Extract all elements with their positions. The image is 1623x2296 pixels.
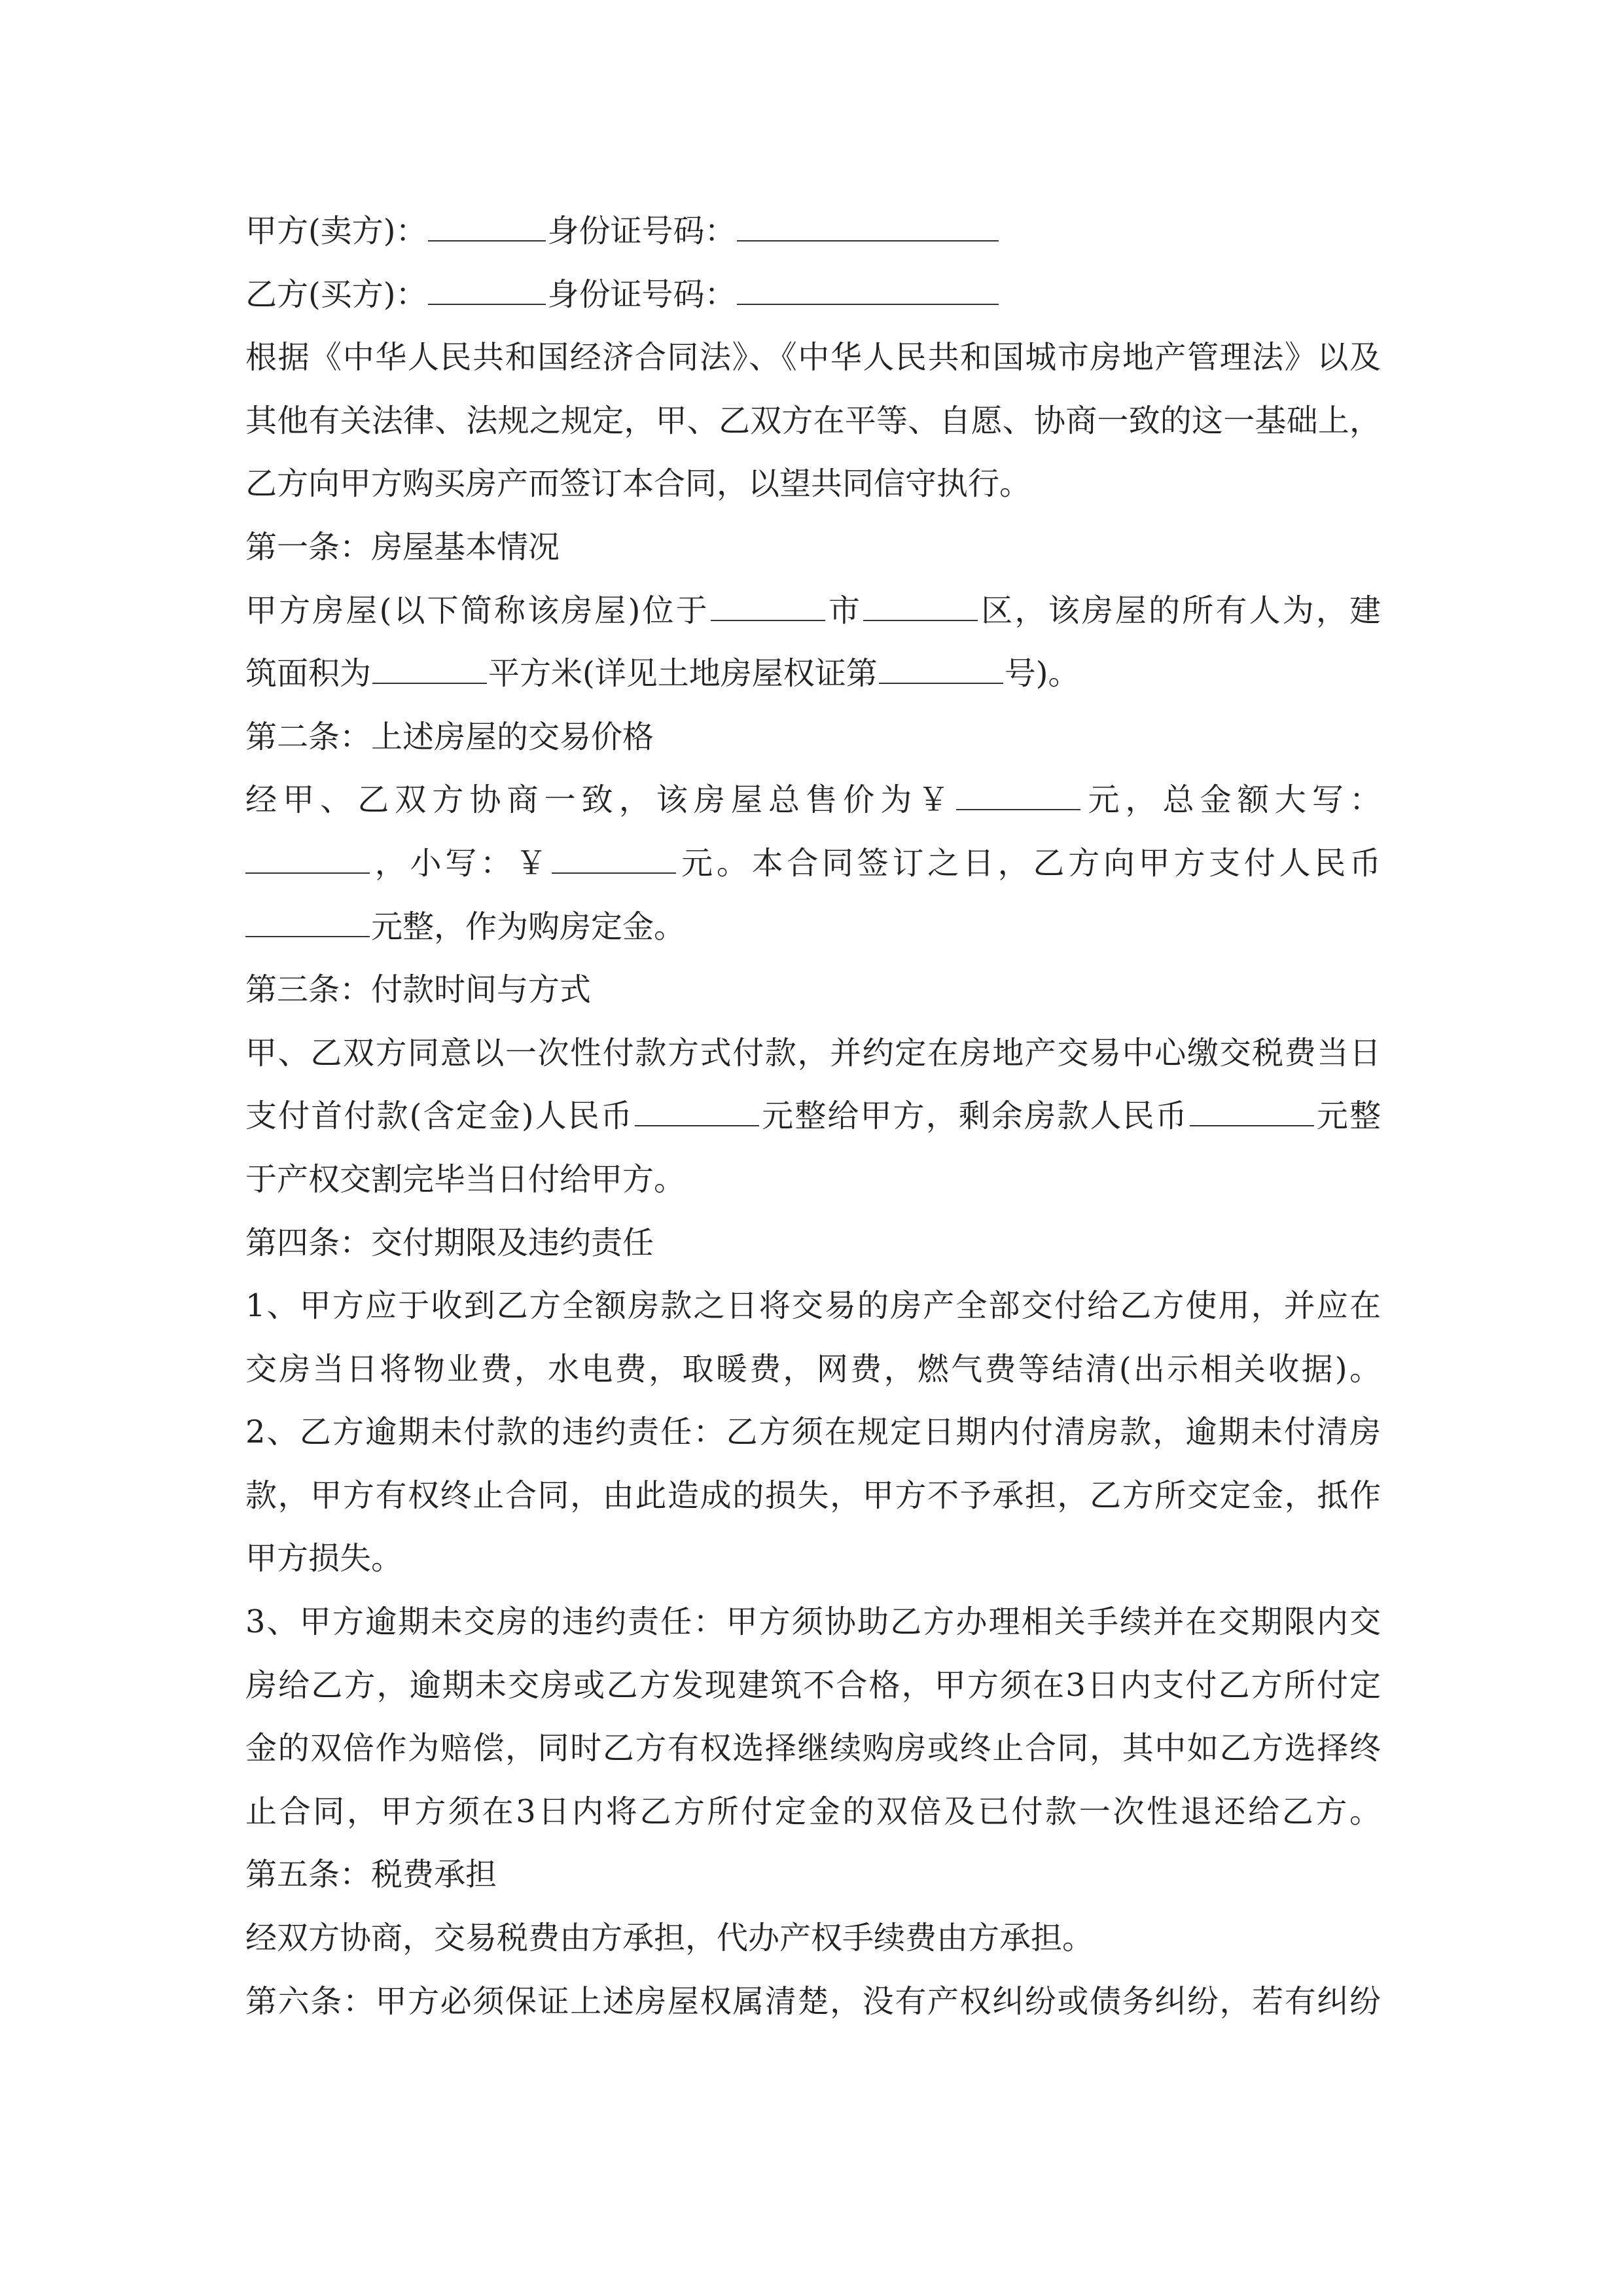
down-payment-label: 支付首付款(含定金)人民币 (245, 1098, 634, 1135)
article-4-heading: 第四条：交付期限及违约责任 (245, 1224, 654, 1261)
deposit-intro: 元。本合同签订之日，乙方向甲方支付人民币 (677, 844, 1381, 882)
article-4-clause-1-line-2: 交房当日将物业费，水电费，取暖费，网费，燃气费等结清(出示相关收据)。 (245, 1350, 1381, 1388)
article-4-clause-3-line-3: 金的双倍作为赔偿，同时乙方有权选择继续购房或终止合同，其中如乙方选择终 (245, 1730, 1381, 1767)
certificate-number-blank (879, 654, 1003, 684)
district-blank (863, 591, 978, 621)
seller-line (245, 200, 1381, 263)
location-label: 甲方房屋(以下简称该房屋)位于 (245, 592, 709, 629)
preamble-line-1: 根据《中华人民共和国经济合同法》、《中华人民共和国城市房地产管理法》以及 (245, 339, 1381, 376)
article-1-heading: 第一条：房屋基本情况 (245, 528, 560, 565)
buyer-name-blank (428, 275, 546, 305)
article-5-line-1: 经双方协商，交易税费由方承担，代办产权手续费由方承担。 (245, 1920, 1094, 1957)
article-1-line-2 (245, 642, 1381, 706)
amount-words-label: 元，总金额大写： (1082, 781, 1381, 819)
article-4-clause-1-line-1: 1、甲方应于收到乙方全额房款之日将交易的房产全部交付给乙方使用，并应在 (245, 1287, 1381, 1325)
certificate-suffix: 号)。 (1004, 655, 1080, 692)
seller-id-label: 身份证号码： (547, 213, 736, 249)
article-4-clause-3-line-1: 3、甲方逾期未交房的违约责任：甲方须协助乙方办理相关手续并在交期限内交 (245, 1604, 1381, 1641)
article-3-line-1: 甲、乙双方同意以一次性付款方式付款，并约定在房地产交易中心缴交税费当日 (245, 1034, 1381, 1071)
total-price-blank (956, 780, 1080, 810)
amount-figures-label: ，小写：￥ (371, 844, 551, 882)
remaining-label: 元整给甲方，剩余房款人民币 (760, 1098, 1188, 1135)
preamble-line-3: 乙方向甲方购买房产而签订本合同，以望共同信守执行。 (245, 465, 1031, 503)
article-4-clause-2-line-2: 款，甲方有权终止合同，由此造成的损失，甲方不予承担，乙方所交定金，抵作 (245, 1477, 1381, 1514)
article-6-line-1: 第六条：甲方必须保证上述房屋权属清楚，没有产权纠纷或债务纠纷，若有纠纷 (245, 1982, 1381, 2020)
certificate-label: 平方米(详见土地房屋权证第 (488, 655, 878, 692)
buyer-id-blank (737, 275, 999, 305)
article-3-heading: 第三条：付款时间与方式 (245, 971, 592, 1009)
area-label: 筑面积为 (245, 655, 372, 692)
deposit-suffix: 元整，作为购房定金。 (371, 908, 686, 945)
area-blank (372, 654, 487, 684)
article-2-line-2 (245, 832, 1381, 895)
seller-name-blank (428, 211, 546, 242)
amount-words-blank (245, 844, 370, 874)
article-3-line-2 (245, 1085, 1381, 1148)
article-4-clause-3-line-4: 止合同，甲方须在3日内将乙方所付定金的双倍及已付款一次性退还给乙方。 (245, 1793, 1381, 1830)
article-2-heading: 第二条：上述房屋的交易价格 (245, 718, 654, 755)
seller-label: 甲方(卖方)： (245, 213, 427, 249)
down-payment-blank (635, 1096, 759, 1126)
article-3-line-3: 于产权交割完毕当日付给甲方。 (245, 1160, 686, 1198)
amount-figures-blank (552, 844, 676, 874)
article-2-line-3 (245, 895, 1381, 959)
buyer-line (245, 263, 1381, 327)
article-5-heading: 第五条：税费承担 (245, 1856, 497, 1893)
article-4-clause-3-line-2: 房给乙方，逾期未交房或乙方发现建筑不合格，甲方须在3日内支付乙方所付定 (245, 1666, 1381, 1704)
preamble-line-2: 其他有关法律、法规之规定，甲、乙双方在平等、自愿、协商一致的这一基础上， (245, 402, 1381, 439)
total-price-label: 经甲、乙双方协商一致，该房屋总售价为￥ (245, 781, 955, 819)
buyer-id-label: 身份证号码： (547, 276, 736, 313)
remaining-blank (1190, 1096, 1314, 1126)
city-label: 市 (826, 592, 863, 629)
seller-id-blank (737, 211, 999, 242)
remaining-suffix: 元整 (1315, 1098, 1381, 1135)
article-1-line-1 (245, 579, 1381, 643)
buyer-label: 乙方(买方)： (245, 276, 427, 313)
article-2-line-1 (245, 768, 1381, 832)
contract-body (245, 200, 1381, 2033)
article-4-clause-2-line-1: 2、乙方逾期未付款的违约责任：乙方须在规定日期内付清房款，逾期未付清房 (245, 1414, 1381, 1451)
city-blank (711, 591, 825, 621)
deposit-blank (245, 907, 370, 937)
owner-label: 区，该房屋的所有人为，建 (979, 592, 1381, 629)
article-4-clause-2-line-3: 甲方损失。 (245, 1540, 403, 1577)
